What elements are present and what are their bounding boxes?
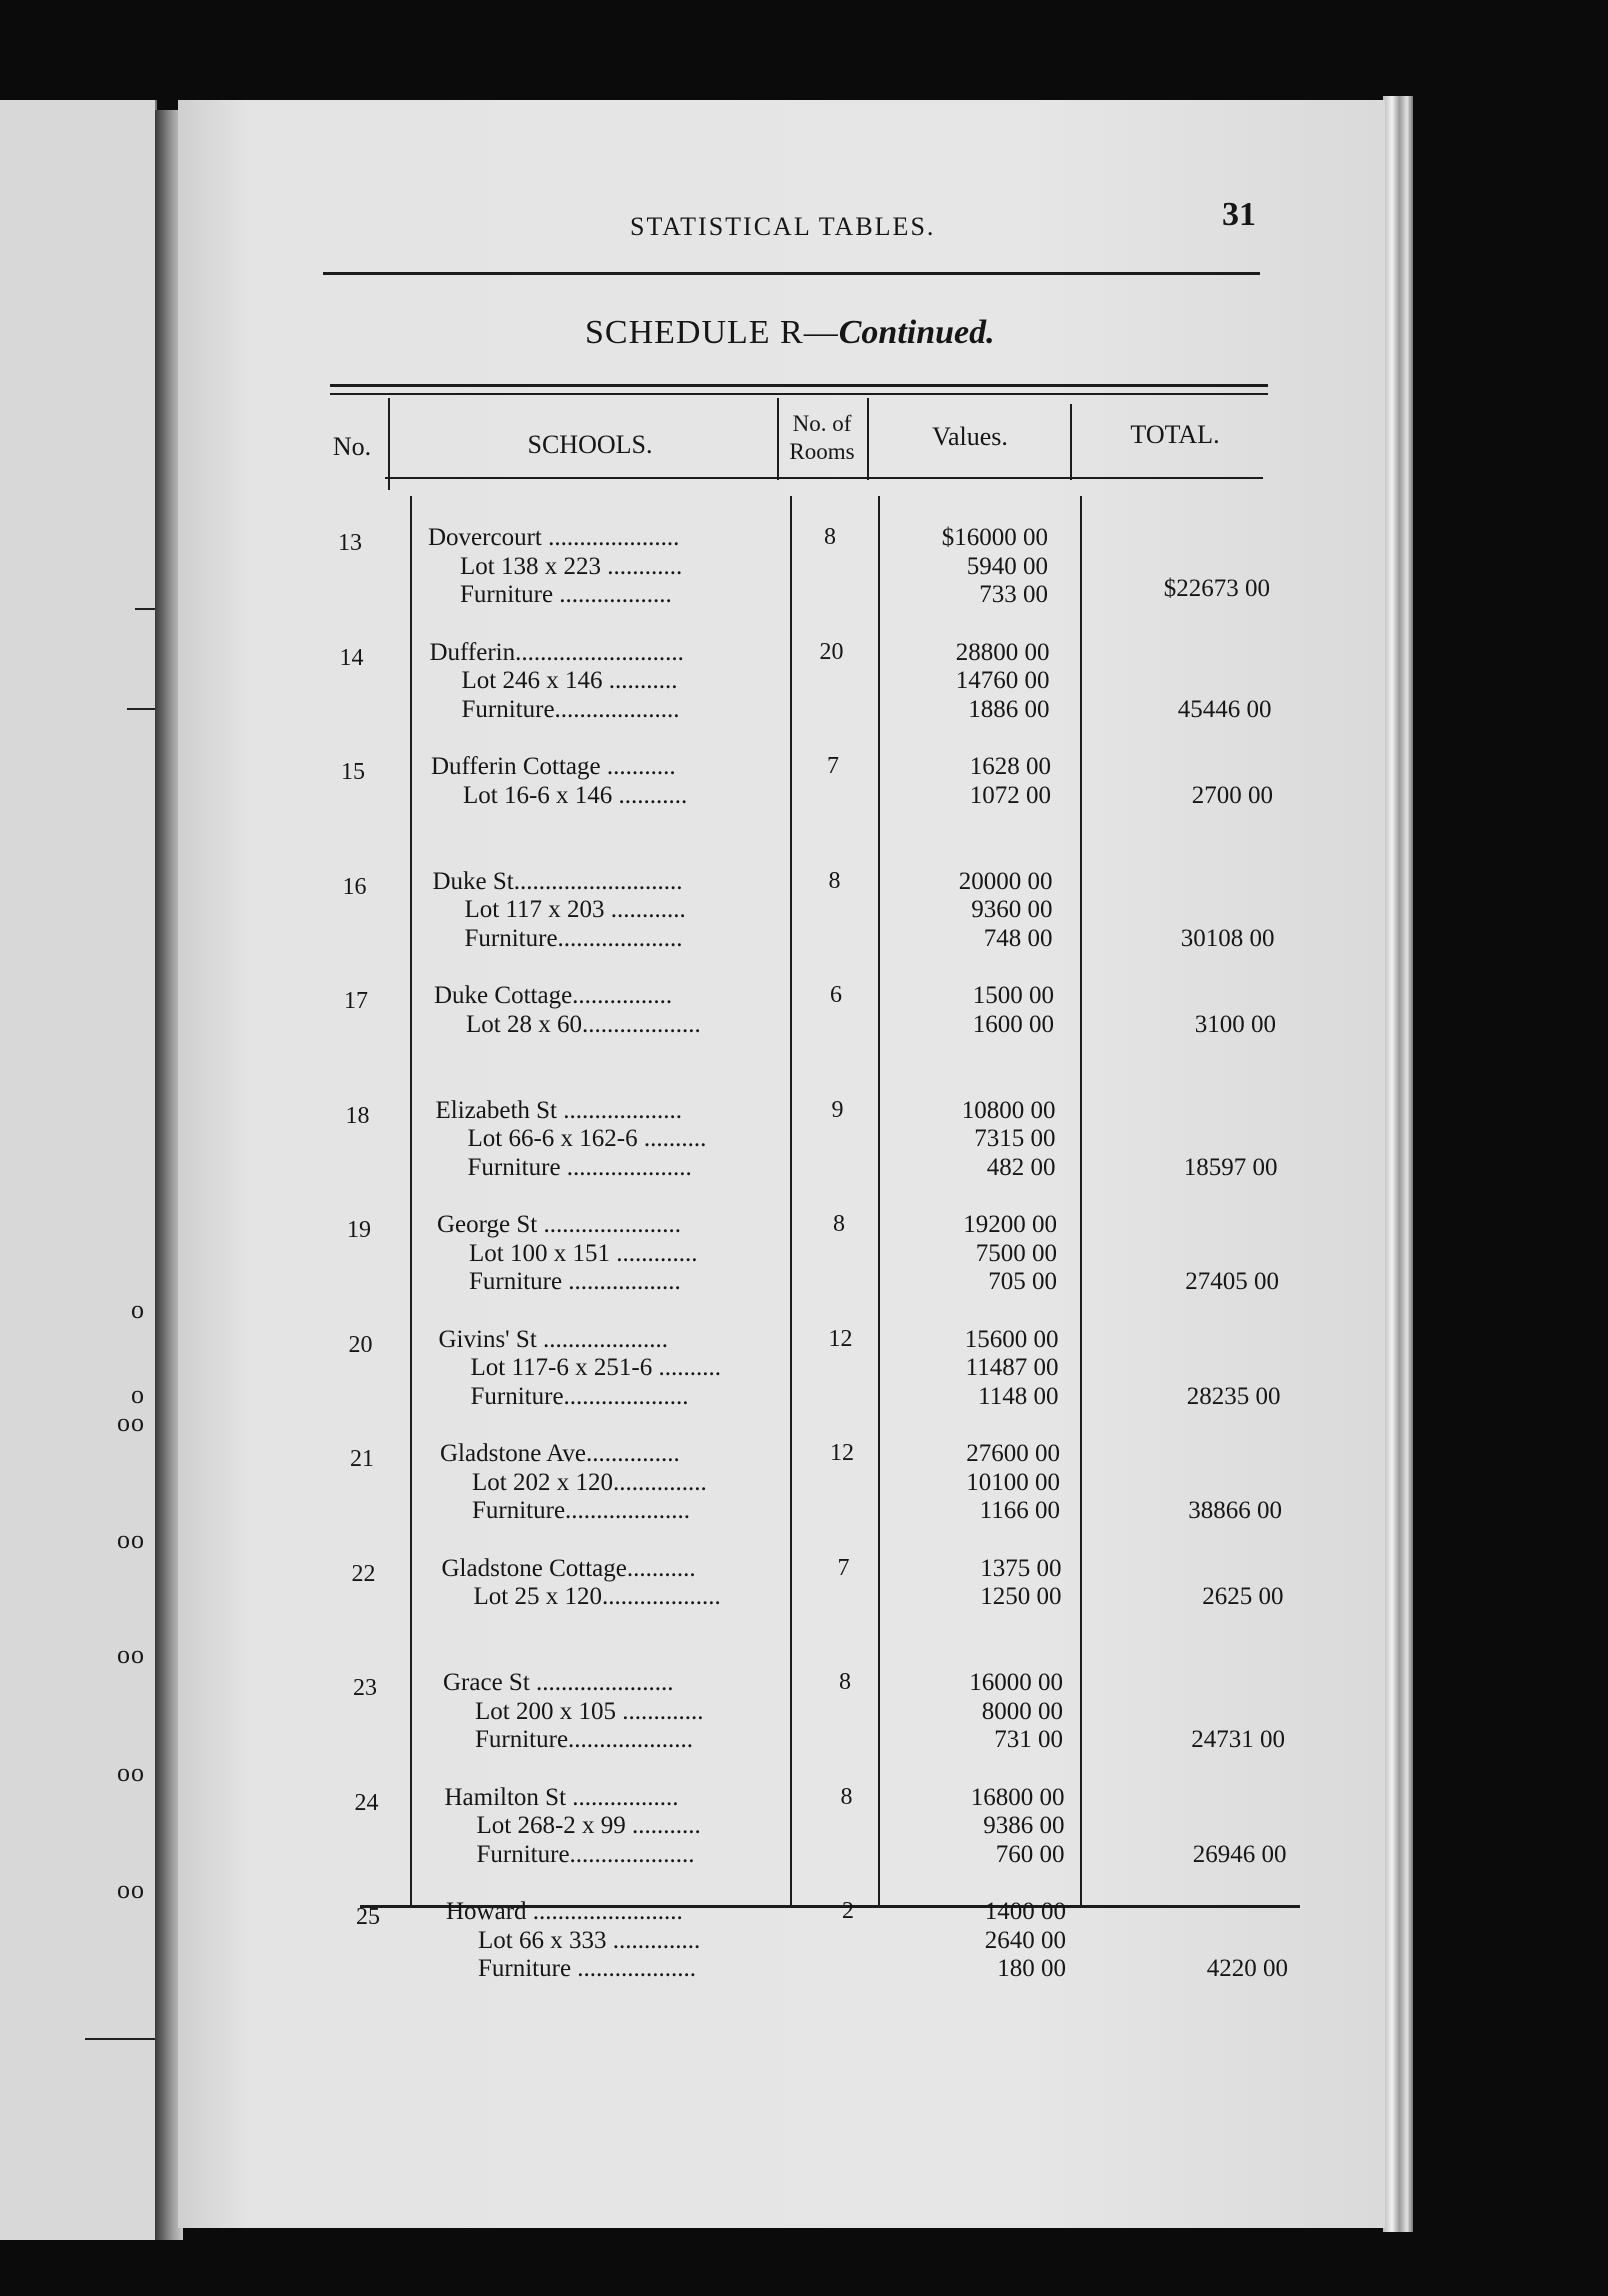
row-value: 1148 00 (978, 1382, 1059, 1410)
row-number: 23 (353, 1675, 377, 1701)
row-number: 24 (354, 1789, 379, 1816)
header-rule (323, 272, 1260, 275)
column-header-schools: SCHOOLS. (527, 430, 653, 459)
column-header-total: TOTAL. (1130, 420, 1220, 449)
school-item: Lot 16-6 x 146 ........... (463, 781, 688, 809)
row-value: 180 00 (997, 1955, 1066, 1982)
column-header-no: No. (332, 432, 372, 461)
table-top-rule (330, 393, 1268, 395)
page-number: 31 (1222, 196, 1256, 233)
row-number: 19 (347, 1217, 371, 1243)
row-value: 2640 00 (984, 1926, 1066, 1954)
row-value: 760 00 (995, 1840, 1065, 1868)
left-page-rule (135, 608, 155, 610)
school-item: Furniture.................... (476, 1840, 695, 1868)
school-item: Lot 66-6 x 162-6 .......... (467, 1125, 707, 1152)
row-value: 1886 00 (968, 695, 1050, 723)
left-page-fragment-text: oo (117, 1640, 145, 1669)
left-page-fragment-text: o (131, 1295, 145, 1324)
row-rooms: 8 (833, 1211, 845, 1237)
row-value: 10800 00 (961, 1096, 1056, 1124)
row-value: 7500 00 (975, 1239, 1057, 1267)
row-total: 26946 00 (1192, 1840, 1287, 1868)
row-value: 16800 00 (970, 1783, 1065, 1811)
school-item: Lot 25 x 120................... (473, 1583, 721, 1610)
column-divider (410, 496, 412, 1906)
school-item: Lot 246 x 146 ........... (461, 667, 678, 694)
row-total: 27405 00 (1185, 1268, 1279, 1295)
row-value: 705 00 (988, 1268, 1057, 1295)
row-value: 19200 00 (963, 1211, 1057, 1238)
row-number: 20 (348, 1331, 373, 1358)
school-name: Givins' St .................... (438, 1325, 669, 1353)
school-name: Dufferin........................... (429, 638, 684, 666)
row-value: 11487 00 (965, 1354, 1059, 1381)
running-head: STATISTICAL TABLES. (630, 212, 936, 241)
row-value: 1500 00 (972, 982, 1054, 1009)
left-page-fragment-text: o (131, 1380, 145, 1409)
row-value: 16000 00 (969, 1669, 1063, 1696)
school-item: Lot 200 x 105 ............. (475, 1697, 704, 1725)
row-number: 15 (341, 759, 365, 785)
row-rooms: 9 (831, 1096, 844, 1123)
row-value: 1600 00 (972, 1010, 1054, 1038)
left-page-fragment-text: oo (117, 1408, 145, 1437)
school-item: Furniture ................... (478, 1955, 697, 1982)
row-total: 4220 00 (1206, 1955, 1288, 1982)
left-page-rule (85, 2038, 155, 2040)
row-value: 7315 00 (974, 1125, 1056, 1152)
school-name: Dovercourt ..................... (428, 524, 680, 551)
left-page-fragment (0, 100, 157, 2240)
row-value: 27600 00 (966, 1440, 1060, 1467)
row-rooms: 7 (827, 753, 839, 779)
row-value: 1072 00 (969, 781, 1051, 809)
school-name: Duke Cottage................ (434, 982, 673, 1009)
school-name: Hamilton St ................. (444, 1783, 679, 1811)
school-item: Lot 66 x 333 .............. (478, 1926, 701, 1954)
school-item: Furniture.................... (464, 924, 683, 952)
row-number: 13 (338, 530, 362, 556)
row-total: 24731 00 (1191, 1726, 1285, 1753)
row-value: 1375 00 (980, 1554, 1062, 1582)
school-item: Lot 268-2 x 99 ........... (476, 1812, 701, 1839)
row-rooms: 8 (840, 1783, 853, 1810)
page-edge (1383, 96, 1413, 2232)
row-number: 22 (351, 1560, 376, 1587)
column-divider (1070, 404, 1072, 480)
row-total: 18597 00 (1183, 1153, 1278, 1181)
column-divider (777, 398, 779, 480)
row-value: 14760 00 (955, 667, 1050, 694)
school-item: Lot 138 x 223 ............ (460, 552, 683, 580)
row-value: 5940 00 (966, 552, 1048, 580)
row-value: 8000 00 (981, 1697, 1063, 1725)
row-number: 25 (356, 1904, 380, 1930)
school-name: Howard ........................ (446, 1898, 683, 1925)
school-item: Lot 117 x 203 ............ (464, 896, 686, 923)
school-item: Lot 117-6 x 251-6 .......... (470, 1354, 721, 1381)
row-value: 9360 00 (971, 896, 1053, 923)
header-bottom-rule (385, 477, 1263, 479)
row-rooms: 12 (830, 1440, 854, 1466)
row-total: 28235 00 (1186, 1382, 1281, 1410)
row-value: 733 00 (979, 581, 1048, 608)
row-total: 2625 00 (1202, 1583, 1284, 1610)
row-number: 21 (350, 1446, 374, 1472)
school-item: Furniture .................. (469, 1268, 681, 1295)
row-rooms: 8 (824, 524, 836, 550)
school-item: Lot 28 x 60................... (466, 1010, 701, 1038)
school-item: Furniture .................... (467, 1153, 692, 1181)
row-total: $22673 00 (1163, 575, 1270, 602)
school-item: Furniture.................... (472, 1497, 691, 1524)
row-value: 20000 00 (958, 867, 1053, 895)
row-value: 10100 00 (966, 1468, 1060, 1496)
school-name: Dufferin Cottage ........... (431, 753, 676, 780)
row-rooms: 2 (842, 1898, 854, 1924)
school-item: Lot 202 x 120............... (472, 1468, 707, 1496)
row-value: 15600 00 (964, 1325, 1059, 1353)
column-header-rooms-line: No. of (792, 411, 852, 436)
row-number: 18 (345, 1102, 370, 1129)
row-total: 2700 00 (1191, 781, 1273, 809)
row-value: 731 00 (994, 1726, 1063, 1753)
row-value: 1250 00 (980, 1583, 1062, 1610)
school-name: George St ...................... (437, 1211, 681, 1238)
table-top-rule (330, 384, 1268, 387)
row-total: 38866 00 (1188, 1497, 1282, 1524)
row-total: 45446 00 (1177, 695, 1272, 723)
row-rooms: 6 (830, 982, 842, 1008)
school-item: Furniture .................. (460, 581, 672, 608)
left-page-fragment-text: oo (117, 1875, 145, 1904)
row-number: 16 (342, 873, 367, 900)
row-rooms: 8 (828, 867, 841, 894)
left-page-fragment-text: oo (117, 1525, 145, 1554)
school-item: Furniture.................... (470, 1382, 689, 1410)
schedule-title (585, 314, 995, 352)
row-value: 1400 00 (984, 1898, 1066, 1925)
row-value: 28800 00 (955, 638, 1050, 666)
left-page-fragment-text: oo (117, 1758, 145, 1787)
column-header-values: Values. (932, 422, 1008, 451)
schedule-title-continued: Continued. (838, 314, 995, 351)
column-header-rooms-line: Rooms (789, 439, 855, 464)
column-divider (867, 398, 869, 480)
school-item: Furniture.................... (461, 695, 680, 723)
row-number: 17 (344, 988, 368, 1014)
school-name: Gladstone Cottage........... (441, 1554, 696, 1582)
schedule-title-main: SCHEDULE R— (585, 314, 839, 351)
column-header-rooms (776, 410, 868, 466)
row-rooms: 20 (819, 638, 844, 665)
school-item: Lot 100 x 151 ............. (469, 1239, 698, 1267)
row-total: 30108 00 (1180, 924, 1275, 952)
left-page-rule (127, 708, 155, 710)
school-name: Elizabeth St ................... (435, 1096, 682, 1124)
row-number: 14 (339, 644, 364, 671)
row-value: 748 00 (983, 924, 1053, 952)
row-value: 1628 00 (969, 753, 1051, 780)
school-name: Grace St ...................... (443, 1669, 674, 1696)
row-value: $16000 00 (941, 524, 1048, 551)
school-name: Gladstone Ave............... (440, 1440, 680, 1467)
row-value: 482 00 (986, 1153, 1056, 1181)
row-rooms: 7 (837, 1554, 850, 1581)
row-rooms: 12 (828, 1325, 853, 1352)
school-name: Duke St........................... (432, 867, 683, 895)
row-rooms: 8 (839, 1669, 851, 1695)
row-total: 3100 00 (1194, 1010, 1276, 1038)
school-item: Furniture.................... (475, 1726, 694, 1753)
row-value: 9386 00 (983, 1812, 1065, 1839)
row-value: 1166 00 (979, 1497, 1060, 1524)
